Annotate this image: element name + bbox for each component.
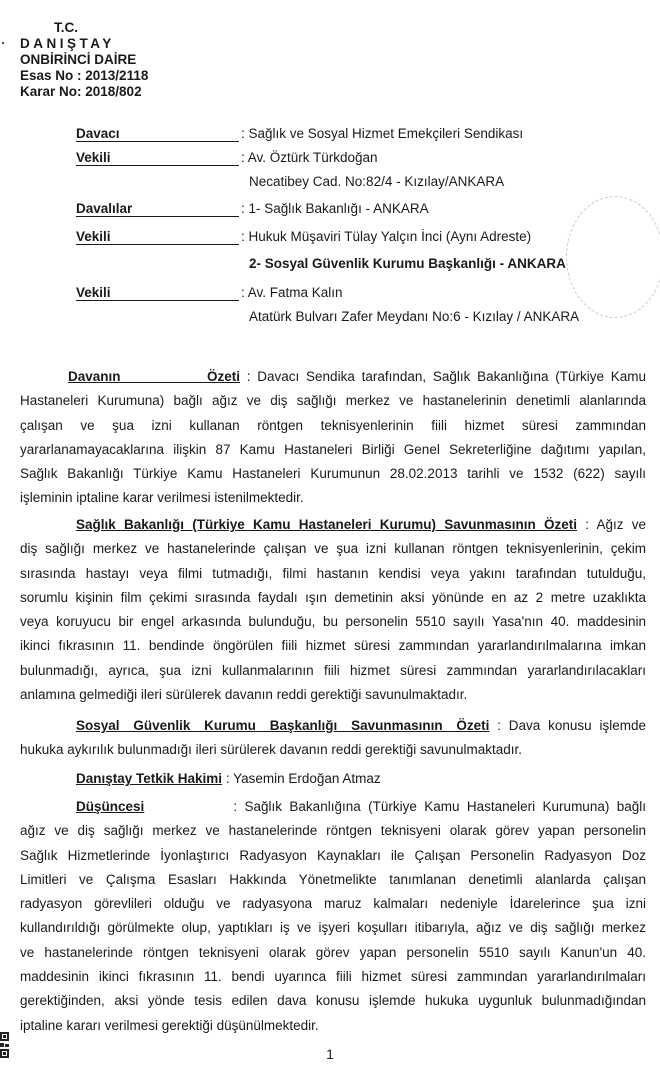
opinion-line: gerektiğinden, aksi yönde tesis edilen dava konusu işlemde hukuka uygunluk bulunmadığından [20, 993, 646, 1009]
summary-line: yararlanamayacaklarına ilişkin 87 Kamu Hastaneleri Birliği Genel Sekreterliğine dağıtımı yapılan, [20, 441, 646, 457]
defense2-heading: Sosyal Güvenlik Kurumu Başkanlığı Savunmasının Özeti [76, 718, 490, 733]
opinion-line: kullandırıldığı görülmekte olup, yaptıkları iş ve işyeri koşulları itibarıyla, ağız ve diş sağlığı merkez [20, 920, 646, 936]
opinion-line: ağız ve diş sağlığı merkez ve hastanelerinde röntgen teknisyeni olarak görev yapan personelin [20, 823, 646, 839]
summary-line: çalışan ve şua izni kullanan röntgen teknisyenlerinin fiili hizmet süresi zammından [20, 417, 646, 433]
case-number: Esas No : 2013/2118 [20, 68, 149, 83]
page-number: 1 [326, 1046, 334, 1062]
defendant2-attorney-value: : Av. Fatma Kalın [241, 285, 343, 300]
tc-label: T.C. [54, 20, 79, 35]
plaintiff-attorney-label: Vekili [76, 150, 239, 166]
summary-line: Sağlık Bakanlığı Türkiye Kamu Hastaneleri Kurumunun 28.02.2013 tarihli ve 1532 (622) sayılı [20, 466, 646, 482]
defendant1-attorney-label: Vekili [76, 229, 239, 245]
defendants-label: Davalılar [76, 201, 239, 217]
official-stamp [566, 196, 660, 318]
defendant2-attorney-label: Vekili [76, 285, 239, 301]
defendant2-value: 2- Sosyal Güvenlik Kurumu Başkanlığı - ANKARA [249, 256, 566, 271]
plaintiff-label: Davacı [76, 126, 239, 142]
opinion-section [20, 795, 646, 1038]
defense1-line: bulunmadığı, ayrıca, şua izni kullanmalarının fiili hizmet süresi zammından yararlandırılacakları [20, 662, 646, 678]
opinion-line: : Sağlık Bakanlığına (Türkiye Kamu Hastaneleri Kurumuna) bağlı [233, 799, 646, 814]
summary-line: : Davacı Sendika tarafından, Sağlık Bakanlığına (Türkiye Kamu [246, 369, 646, 384]
defense1-line: veya koruyucu bir engel arkasında bulunduğu, bu personelin 5510 sayılı Yasa'nın 40. maddesinin [20, 614, 646, 630]
qr-code-icon [0, 1032, 9, 1062]
judge-section [20, 767, 646, 791]
opinion-line: maddesinin ikinci fıkrasının 11. bendi uyarınca fiili hizmet süresi zammından yararlandırılmaları [20, 969, 646, 985]
summary-line: işleminin iptaline karar verilmesi istenilmektedir. [20, 490, 304, 506]
defendant1-attorney-value: : Hukuk Müşaviri Tülay Yalçın İnci (Aynı Adreste) [241, 229, 532, 244]
parties-block [0, 0, 660, 330]
defense1-heading: Sağlık Bakanlığı (Türkiye Kamu Hastaneleri Kurumu) Savunmasının Özeti [76, 517, 577, 532]
judge-name: : Yasemin Erdoğan Atmaz [225, 771, 381, 786]
defense2-line: hukuka aykırılık bulunmadığı ileri sürülerek davanın reddi gerektiği savunulmaktadır. [20, 742, 523, 758]
summary-heading: Davanın Özeti [68, 369, 240, 384]
sgk-defense-section [20, 714, 646, 763]
opinion-line: Limitleri ve Çalışma Esasları Hakkında Yönetmelikte tanımlanan denetimli alanlarda çalışan [20, 871, 646, 887]
health-ministry-defense-section [20, 513, 646, 707]
defense1-line: sırasında hastayı veya filmi tutmadığı, filmi hastanın kendisi veya yakını tarafından tutulduğu, [20, 565, 646, 581]
court-name: DANIŞTAY [20, 36, 115, 51]
defendant2-attorney-address: Atatürk Bulvarı Zafer Meydanı No:6 - Kızılay / ANKARA [249, 309, 580, 324]
chamber-name: ONBİRİNCİ DAİRE [20, 52, 137, 67]
opinion-line: ve hastanelerinde röntgen teknisyeni olarak görev yapan personelin 5510 sayılı Kanun'un 40. [20, 944, 646, 960]
plaintiff-value: : Sağlık ve Sosyal Hizmet Emekçileri Sendikası [241, 126, 524, 141]
opinion-line: iptaline kararı verilmesi gerektiği düşünülmektedir. [20, 1017, 319, 1033]
defense1-line: : Ağız ve [585, 517, 646, 532]
opinion-line: Sağlık Hizmetlerinde İyonlaştırıcı Radyasyon Kaynakları ile Çalışan Personelin Radyasyon Doz [20, 847, 646, 863]
plaintiff-attorney-address: Necatibey Cad. No:82/4 - Kızılay/ANKARA [249, 174, 505, 189]
opinion-line: radyasyon görevlileri olduğu ve radyasyona maruz kalmaları nedeniyle İdarelerince şua izni [20, 896, 646, 912]
defense1-line: anlamına gelmediği ileri sürülerek davanın reddi gerektiği savunulmaktadır. [20, 687, 468, 703]
defense2-line: : Dava konusu işlemde [497, 718, 646, 733]
opinion-heading: Düşüncesi [76, 799, 145, 814]
summary-line: Hastaneleri Kurumuna) bağlı ağız ve diş sağlığı merkez ve hastanelerinin denetimli alanlarında [20, 393, 646, 409]
defense1-line: sorumlu kişinin film çekimi sırasında faydalı ışın demetinin aksi yönünde en az 2 metre uzaklıkta [20, 589, 646, 605]
summary-section [20, 365, 646, 511]
judge-heading: Danıştay Tetkik Hakimi [76, 771, 223, 786]
defense1-line: diş sağlığı merkez ve hastanelerinde çalışan ve şua izni kullanan röntgen teknisyenlerinin, çekim [20, 541, 646, 557]
defendant1-value: : 1- Sağlık Bakanlığı - ANKARA [241, 201, 429, 216]
decision-number: Karar No: 2018/802 [20, 84, 142, 99]
plaintiff-attorney-value: : Av. Öztürk Türkdoğan [241, 150, 378, 165]
defense1-line: ikinci fıkrasının 11. bendinde öngörülen fiili hizmet süresi zammından yararlandırılmalarına imkan [20, 638, 646, 654]
